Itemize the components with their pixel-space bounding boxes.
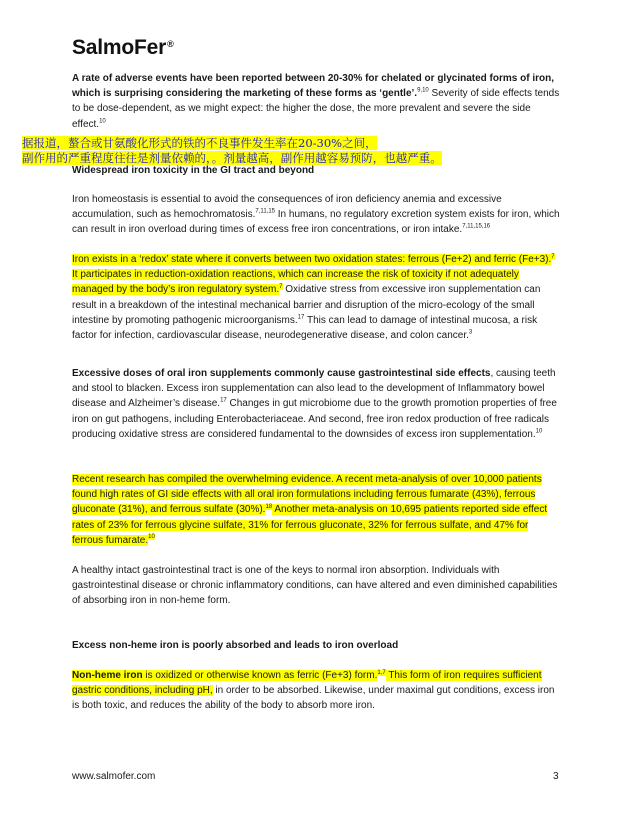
redox-text-2: This can lead to damage of intestinal mucosa, a risk factor for infection, cardiovascular disease, neurodegenerative disease, and colon cancer.: [72, 314, 538, 342]
citation: 10: [99, 118, 106, 125]
redox-highlight-2: It participates in reduction-oxidation reactions, which can increase the risk of toxicity if not adequately managed by the body’s iron regulatory system.: [72, 269, 519, 296]
citation: 7,11,15,16: [462, 224, 491, 231]
gi-effects-text-1: , causing teeth and stool to blacken. Excess iron supplementation can also lead to the development of Inflammatory bowel disease and Alzheimer’s disease.: [72, 368, 556, 410]
citation: 7,11,15: [255, 208, 275, 215]
redox-highlight-1: Iron exists in a ‘redox’ state where it converts between two oxidation states: ferrous (Fe+2) and ferric (Fe+3).: [72, 254, 552, 265]
intro-text: Severity of side effects tends to be dose-dependent, as we might expect: the higher the dose, the more prevalent and severe the side effect.: [72, 88, 560, 130]
brand-name: SalmoFer: [72, 36, 167, 59]
footer-website-link[interactable]: www.salmofer.com: [72, 771, 156, 782]
homeostasis-paragraph: [72, 192, 562, 238]
gi-effects-bold: Excessive doses of oral iron supplements commonly cause gastrointestinal side effects: [72, 368, 491, 379]
homeostasis-text-1: Iron homeostasis is essential to avoid the consequences of iron deficiency anemia and excessive accumulation, such as hemochromatosis.: [72, 194, 502, 221]
gi-effects-paragraph: [72, 366, 562, 442]
chinese-translation-annotation: [22, 136, 622, 165]
citation: 7: [551, 253, 555, 260]
nonheme-highlight-1: is oxidized or otherwise known as ferric (Fe+3) form.: [142, 670, 378, 681]
citation: 7: [279, 284, 283, 291]
brand-logo: [72, 36, 174, 60]
meta-analysis-paragraph: [72, 472, 562, 548]
citation: 17: [297, 314, 305, 321]
translation-line-2: 副作用的严重程度往往是剂量依赖的，。剂量越高，副作用越容易预防，也越严重。: [22, 150, 442, 165]
meta-highlight-2: Another meta-analysis on 10,695 patients reported side effect rates of 23% for ferrous glycine sulfate, 31% for ferrous gluconate, 32% for ferrous sulfate, and 47% for ferrous fumarate.: [72, 504, 548, 546]
intro-paragraph: [72, 71, 562, 132]
gi-effects-text-2: Changes in gut microbiome due to the growth promotion properties of free iron on gut pathogens, including Enterobacteriaceae. And second, free iron redox production of free radicals producing oxidative stress are considered fundamental to the downsides of excess iron supplementation.: [72, 398, 557, 440]
section-heading-text: Widespread iron toxicity in the GI tract and beyond: [72, 165, 315, 176]
citation: 10: [535, 428, 543, 435]
nonheme-paragraph: [72, 668, 562, 714]
registered-mark: ®: [167, 39, 174, 49]
redox-text-1: Oxidative stress from excessive iron supplementation can result in a breakdown of the intestinal mechanical barrier and disruption of the micro-ecology of the small intestine by promoting pathogenic microorganisms.: [72, 284, 541, 326]
healthy-gi-text: A healthy intact gastrointestinal tract is one of the keys to normal iron absorption. Individuals with gastrointestinal disease or chronic inflammatory conditions, can have altered and even diminished capabilities of absorbing iron in non-heme form.: [72, 565, 558, 607]
nonheme-highlight-2: This form of iron requires sufficient gastric conditions, including pH,: [72, 670, 542, 697]
page-number: 3: [553, 771, 559, 782]
section-heading-nonheme: [72, 638, 562, 653]
section-heading-text: Excess non-heme iron is poorly absorbed and leads to iron overload: [72, 640, 399, 651]
citation: 1,7: [377, 669, 386, 676]
meta-highlight-1: Recent research has compiled the overwhelming evidence. A recent meta-analysis of over 10,000 patients found high rates of GI side effects with all oral iron formulations including ferrous fumarate (43%), ferrous gluconate (31%), and ferrous sulfate (30%).: [72, 474, 542, 516]
citation: 9,10: [417, 87, 429, 94]
citation: 17: [220, 398, 227, 405]
nonheme-highlight-bold: Non-heme iron: [72, 670, 143, 681]
citation: 3: [468, 329, 473, 336]
healthy-gi-paragraph: [72, 563, 562, 609]
nonheme-text: in order to be absorbed. Likewise, under maximal gut conditions, excess iron is both toxic, and reduces the ability of the body to absorb more iron.: [72, 685, 555, 712]
intro-bold-text: A rate of adverse events have been reported between 20-30% for chelated or glycinated forms of iron, which is surprising considering the marketing of these forms as ‘gentle’.: [72, 73, 554, 100]
translation-line-1: 据报道，螯合或甘氨酸化形式的铁的不良事件发生率在20-30%之间，: [22, 136, 377, 150]
section-heading-gi-toxicity: [72, 163, 562, 178]
citation: 18: [265, 504, 273, 511]
redox-paragraph: [72, 252, 562, 343]
homeostasis-text-2: In humans, no regulatory excretion system exists for iron, which can result in iron overload during times of excess free iron concentrations, or iron intake.: [72, 209, 560, 236]
citation: 10: [148, 534, 155, 541]
